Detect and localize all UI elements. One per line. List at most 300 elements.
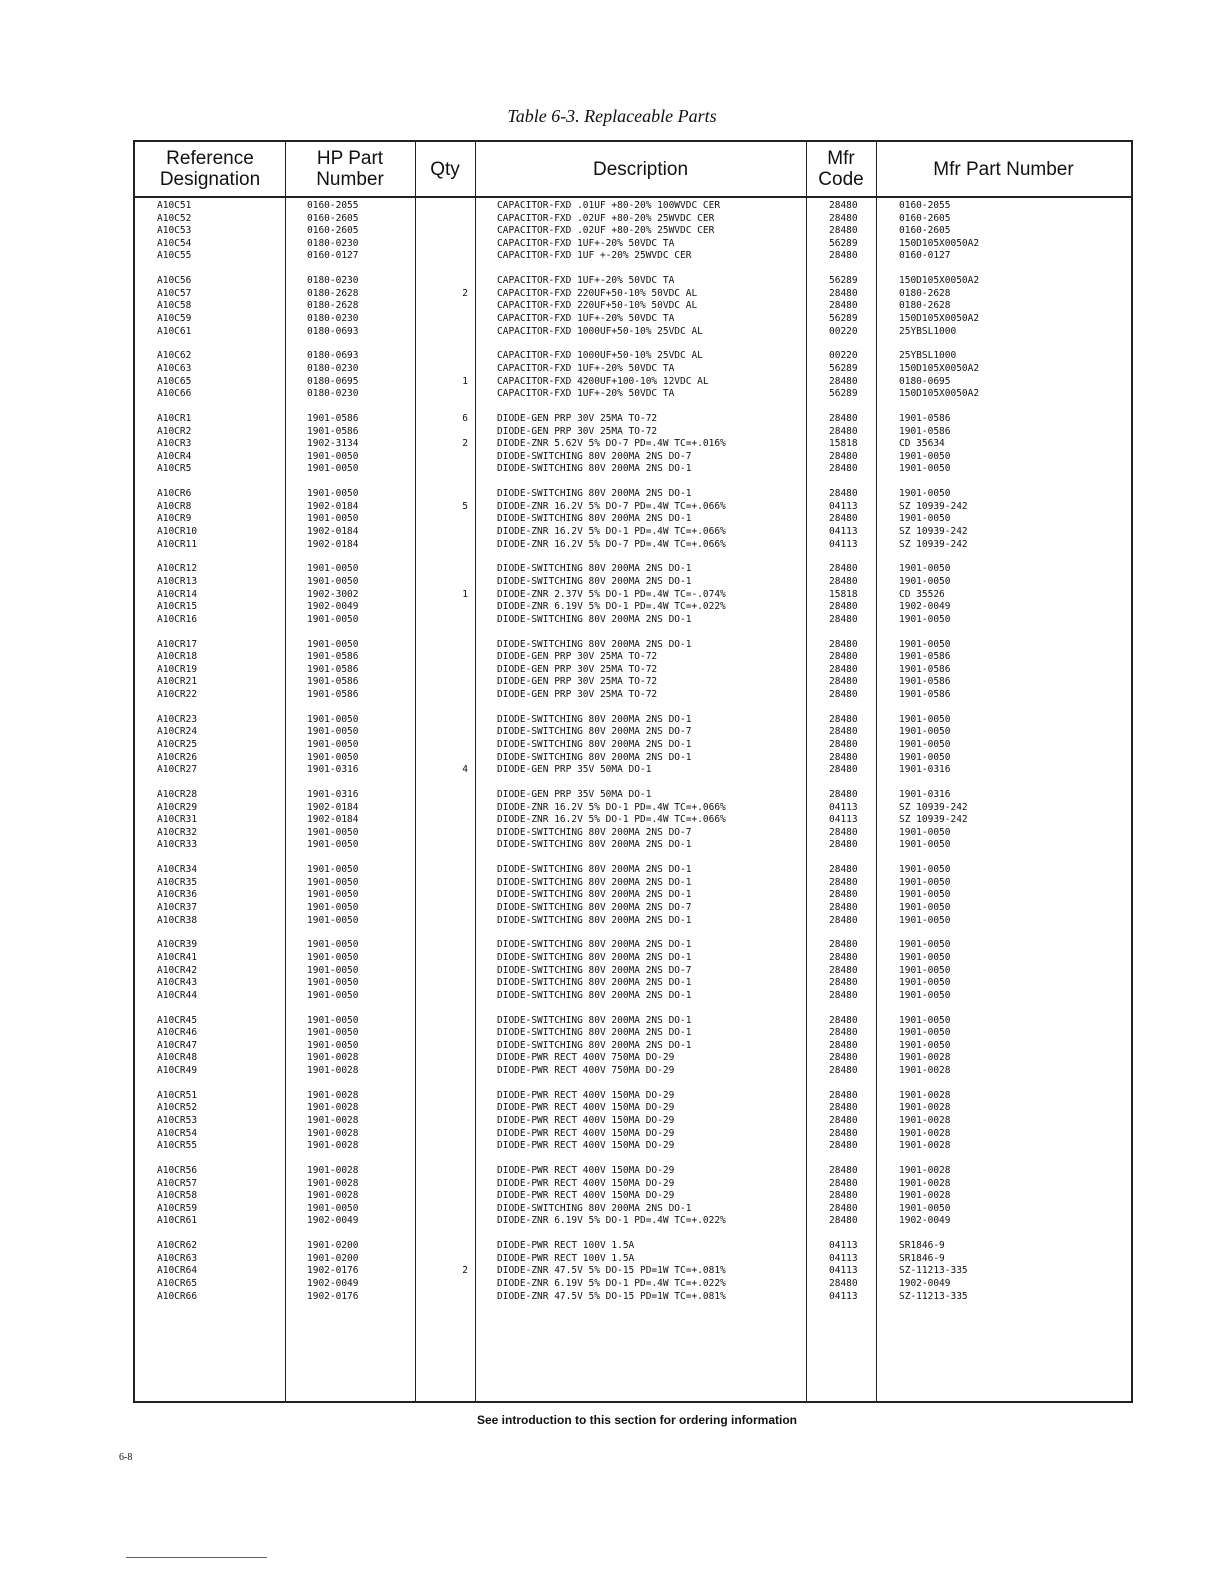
description-cell: DIODE-SWITCHING 80V 200MA 2NS DO-7 <box>497 826 692 838</box>
qty-cell: 2 <box>462 438 468 450</box>
mfr-code-cell: 28480 <box>829 939 858 951</box>
mfr-part-number-cell: 1901-0050 <box>899 952 951 963</box>
description-cell: DIODE-ZNR 6.19V 5% DO-1 PD=.4W TC=+.022% <box>497 601 726 613</box>
table-row <box>135 1115 1131 1128</box>
header-qty: Qty <box>430 158 460 180</box>
reference-designation-cell: A10C54 <box>157 237 192 249</box>
mfr-part-number-cell: 150D105X0050A2 <box>899 388 980 400</box>
mfr-part-number-cell: 1901-0050 <box>899 576 951 587</box>
mfr-code-cell: 04113 <box>829 1265 858 1277</box>
reference-designation-cell: A10C55 <box>157 250 192 262</box>
table-row <box>135 915 1131 928</box>
hp-part-number-cell: 1901-0050 <box>307 726 359 738</box>
reference-designation-cell: A10CR15 <box>157 601 198 613</box>
hp-part-number-cell: 1902-0049 <box>307 601 359 613</box>
mfr-part-number-cell: 150D105X0050A2 <box>899 363 980 374</box>
reference-designation-cell: A10CR12 <box>157 563 198 575</box>
description-cell: DIODE-PWR RECT 400V 150MA DO-29 <box>497 1190 675 1202</box>
underline-mark <box>126 1557 267 1558</box>
mfr-code-cell: 28480 <box>829 751 858 763</box>
hp-part-number-cell: 1901-0028 <box>307 1190 359 1202</box>
hp-part-number-cell: 1902-0176 <box>307 1265 359 1277</box>
mfr-code-cell: 28480 <box>829 713 858 725</box>
mfr-code-cell: 04113 <box>829 1290 858 1302</box>
table-row <box>135 965 1131 978</box>
description-cell: DIODE-PWR RECT 400V 750MA DO-29 <box>497 1065 675 1076</box>
hp-part-number-cell: 1901-0316 <box>307 789 359 800</box>
table-row <box>135 300 1131 313</box>
hp-part-number-cell: 1901-0050 <box>307 638 359 650</box>
hp-part-number-cell: 1901-0050 <box>307 713 359 725</box>
mfr-part-number-cell: SZ 10939-242 <box>899 814 968 826</box>
mfr-code-cell: 28480 <box>829 638 858 650</box>
mfr-code-cell: 04113 <box>829 1240 858 1252</box>
description-cell: DIODE-SWITCHING 80V 200MA 2NS DO-1 <box>497 889 692 901</box>
mfr-code-cell: 28480 <box>829 1115 858 1126</box>
reference-designation-cell: A10CR49 <box>157 1065 198 1076</box>
reference-designation-cell: A10CR66 <box>157 1290 198 1302</box>
table-row <box>135 350 1131 363</box>
reference-designation-cell: A10CR32 <box>157 826 198 838</box>
hp-part-number-cell: 0160-0127 <box>307 250 359 262</box>
hp-part-number-cell: 0180-2628 <box>307 287 359 299</box>
reference-designation-cell: A10CR4 <box>157 450 192 462</box>
hp-part-number-cell: 0180-0230 <box>307 363 359 374</box>
qty-cell: 2 <box>462 287 468 299</box>
mfr-code-cell: 28480 <box>829 601 858 613</box>
description-cell: DIODE-SWITCHING 80V 200MA 2NS DO-1 <box>497 576 692 587</box>
description-cell: DIODE-GEN PRP 30V 25MA TO-72 <box>497 425 658 437</box>
mfr-part-number-cell: 0180-0695 <box>899 375 951 387</box>
reference-designation-cell: A10CR58 <box>157 1190 198 1202</box>
reference-designation-cell: A10CR35 <box>157 876 198 888</box>
hp-part-number-cell: 1901-0028 <box>307 1065 359 1076</box>
ordering-note: See introduction to this section for ordering information <box>476 1413 797 1427</box>
table-row <box>135 1253 1131 1266</box>
mfr-part-number-cell: 1901-0028 <box>899 1177 951 1189</box>
mfr-code-cell: 56289 <box>829 275 858 287</box>
description-cell: DIODE-GEN PRP 30V 25MA TO-72 <box>497 413 658 424</box>
description-cell: DIODE-SWITCHING 80V 200MA 2NS DO-1 <box>497 839 692 851</box>
mfr-part-number-cell: 1901-0316 <box>899 764 951 776</box>
table-row <box>135 639 1131 652</box>
mfr-part-number-cell: 1901-0050 <box>899 488 951 500</box>
reference-designation-cell: A10CR36 <box>157 889 198 901</box>
reference-designation-cell: A10CR18 <box>157 651 198 663</box>
description-cell: DIODE-SWITCHING 80V 200MA 2NS DO-1 <box>497 739 692 750</box>
hp-part-number-cell: 1901-0050 <box>307 889 359 901</box>
description-cell: DIODE-SWITCHING 80V 200MA 2NS DO-7 <box>497 964 692 976</box>
mfr-part-number-cell: 1901-0050 <box>899 939 951 951</box>
hp-part-number-cell: 1901-0200 <box>307 1240 359 1252</box>
mfr-part-number-cell: 1901-0050 <box>899 713 951 725</box>
description-cell: DIODE-PWR RECT 400V 150MA DO-29 <box>497 1089 675 1101</box>
mfr-part-number-cell: 1901-0028 <box>899 1102 951 1114</box>
reference-designation-cell: A10C57 <box>157 287 192 299</box>
reference-designation-cell: A10CR48 <box>157 1052 198 1064</box>
mfr-code-cell: 28480 <box>829 1202 858 1214</box>
hp-part-number-cell: 0180-0693 <box>307 325 359 337</box>
hp-part-number-cell: 1901-0050 <box>307 613 359 625</box>
reference-designation-cell: A10CR29 <box>157 801 198 813</box>
hp-part-number-cell: 1901-0028 <box>307 1115 359 1126</box>
table-row <box>135 1040 1131 1053</box>
reference-designation-cell: A10CR64 <box>157 1265 198 1277</box>
hp-part-number-cell: 1902-0049 <box>307 1215 359 1227</box>
reference-designation-cell: A10C62 <box>157 350 192 362</box>
mfr-code-cell: 28480 <box>829 563 858 575</box>
mfr-code-cell: 28480 <box>829 876 858 888</box>
table-row <box>135 977 1131 990</box>
mfr-code-cell: 28480 <box>829 1190 858 1202</box>
header-mfr-part-number: Mfr Part Number <box>933 158 1074 180</box>
table-row <box>135 902 1131 915</box>
hp-part-number-cell: 0160-2605 <box>307 212 359 224</box>
hp-part-number-cell: 0180-0230 <box>307 275 359 287</box>
hp-part-number-cell: 1901-0050 <box>307 563 359 575</box>
mfr-part-number-cell: 1901-0050 <box>899 989 951 1001</box>
description-cell: CAPACITOR-FXD 220UF+50-10% 50VDC AL <box>497 300 698 312</box>
reference-designation-cell: A10CR45 <box>157 1014 198 1026</box>
mfr-code-cell: 28480 <box>829 663 858 675</box>
reference-designation-cell: A10CR6 <box>157 488 192 500</box>
mfr-part-number-cell: 1901-0050 <box>899 839 951 851</box>
hp-part-number-cell: 1901-0050 <box>307 989 359 1001</box>
table-row <box>135 864 1131 877</box>
reference-designation-cell: A10CR34 <box>157 864 198 876</box>
reference-designation-cell: A10CR43 <box>157 977 198 989</box>
table-row <box>135 326 1131 339</box>
mfr-part-number-cell: 1901-0586 <box>899 425 951 437</box>
table-row <box>135 664 1131 677</box>
hp-part-number-cell: 0160-2055 <box>307 200 359 211</box>
reference-designation-cell: A10CR2 <box>157 425 192 437</box>
mfr-part-number-cell: 1901-0050 <box>899 726 951 738</box>
description-cell: CAPACITOR-FXD 1UF+-20% 50VDC TA <box>497 388 675 400</box>
mfr-part-number-cell: 1901-0050 <box>899 739 951 750</box>
table-row <box>135 1178 1131 1191</box>
mfr-code-cell: 28480 <box>829 200 858 211</box>
mfr-code-cell: 04113 <box>829 801 858 813</box>
table-row <box>135 714 1131 727</box>
mfr-code-cell: 28480 <box>829 651 858 663</box>
description-cell: DIODE-SWITCHING 80V 200MA 2NS DO-1 <box>497 751 692 763</box>
mfr-code-cell: 28480 <box>829 287 858 299</box>
hp-part-number-cell: 0180-0693 <box>307 350 359 362</box>
description-cell: DIODE-ZNR 6.19V 5% DO-1 PD=.4W TC=+.022% <box>497 1278 726 1289</box>
table-row <box>135 789 1131 802</box>
mfr-part-number-cell: 0180-2628 <box>899 287 951 299</box>
header-description: Description <box>592 158 689 180</box>
mfr-part-number-cell: 1901-0050 <box>899 876 951 888</box>
table-row <box>135 388 1131 401</box>
mfr-code-cell: 28480 <box>829 689 858 700</box>
description-cell: DIODE-PWR RECT 400V 150MA DO-29 <box>497 1140 675 1152</box>
description-cell: DIODE-SWITCHING 80V 200MA 2NS DO-1 <box>497 713 692 725</box>
table-row <box>135 614 1131 627</box>
table-row <box>135 250 1131 263</box>
mfr-part-number-cell: 1901-0050 <box>899 751 951 763</box>
description-cell: DIODE-GEN PRP 30V 25MA TO-72 <box>497 689 658 700</box>
header-reference-designation: Reference Designation <box>159 148 261 190</box>
mfr-code-cell: 00220 <box>829 325 858 337</box>
description-cell: DIODE-SWITCHING 80V 200MA 2NS DO-1 <box>497 463 692 475</box>
description-cell: DIODE-ZNR 47.5V 5% DO-15 PD=1W TC=+.081% <box>497 1265 726 1277</box>
description-cell: DIODE-ZNR 16.2V 5% DO-7 PD=.4W TC=+.066% <box>497 538 726 550</box>
reference-designation-cell: A10CR13 <box>157 576 198 587</box>
hp-part-number-cell: 1901-0028 <box>307 1089 359 1101</box>
reference-designation-cell: A10CR51 <box>157 1089 198 1101</box>
mfr-code-cell: 04113 <box>829 1252 858 1264</box>
description-cell: CAPACITOR-FXD 4200UF+100-10% 12VDC AL <box>497 375 709 387</box>
mfr-part-number-cell: 1901-0050 <box>899 1202 951 1214</box>
mfr-code-cell: 28480 <box>829 902 858 913</box>
mfr-code-cell: 28480 <box>829 839 858 851</box>
description-cell: DIODE-ZNR 5.62V 5% DO-7 PD=.4W TC=+.016% <box>497 438 726 450</box>
mfr-code-cell: 28480 <box>829 225 858 237</box>
mfr-code-cell: 28480 <box>829 1278 858 1289</box>
table-row <box>135 1291 1131 1304</box>
table-row <box>135 739 1131 752</box>
hp-part-number-cell: 1902-0184 <box>307 526 359 537</box>
mfr-part-number-cell: SZ 10939-242 <box>899 801 968 813</box>
reference-designation-cell: A10CR61 <box>157 1215 198 1227</box>
mfr-code-cell: 56289 <box>829 313 858 324</box>
reference-designation-cell: A10CR3 <box>157 438 192 450</box>
mfr-part-number-cell: 1901-0050 <box>899 638 951 650</box>
mfr-part-number-cell: 1901-0050 <box>899 1014 951 1026</box>
table-row <box>135 200 1131 213</box>
mfr-code-cell: 28480 <box>829 914 858 926</box>
mfr-part-number-cell: 1901-0050 <box>899 889 951 901</box>
table-row <box>135 238 1131 251</box>
reference-designation-cell: A10CR38 <box>157 914 198 926</box>
reference-designation-cell: A10CR10 <box>157 526 198 537</box>
mfr-part-number-cell: SZ 10939-242 <box>899 526 968 537</box>
qty-cell: 5 <box>462 500 468 512</box>
mfr-part-number-cell: 1901-0050 <box>899 914 951 926</box>
table-row <box>135 451 1131 464</box>
description-cell: DIODE-SWITCHING 80V 200MA 2NS DO-1 <box>497 952 692 963</box>
hp-part-number-cell: 1901-0050 <box>307 739 359 750</box>
mfr-part-number-cell: 25YBSL1000 <box>899 325 957 337</box>
hp-part-number-cell: 1901-0050 <box>307 977 359 989</box>
mfr-code-cell: 28480 <box>829 463 858 475</box>
table-row <box>135 676 1131 689</box>
mfr-code-cell: 28480 <box>829 413 858 424</box>
table-row <box>135 526 1131 539</box>
mfr-code-cell: 28480 <box>829 726 858 738</box>
reference-designation-cell: A10CR53 <box>157 1115 198 1126</box>
hp-part-number-cell: 1901-0586 <box>307 413 359 424</box>
description-cell: DIODE-SWITCHING 80V 200MA 2NS DO-1 <box>497 563 692 575</box>
reference-designation-cell: A10CR37 <box>157 902 198 913</box>
hp-part-number-cell: 1902-0049 <box>307 1278 359 1289</box>
mfr-code-cell: 04113 <box>829 500 858 512</box>
reference-designation-cell: A10CR17 <box>157 638 198 650</box>
table-row <box>135 877 1131 890</box>
description-cell: CAPACITOR-FXD 1UF+-20% 50VDC TA <box>497 363 675 374</box>
hp-part-number-cell: 1901-0050 <box>307 839 359 851</box>
mfr-part-number-cell: 0160-2605 <box>899 212 951 224</box>
mfr-code-cell: 28480 <box>829 1089 858 1101</box>
mfr-part-number-cell: 0160-2605 <box>899 225 951 237</box>
table-row <box>135 752 1131 765</box>
table-row <box>135 1090 1131 1103</box>
reference-designation-cell: A10CR54 <box>157 1127 198 1139</box>
description-cell: CAPACITOR-FXD 1UF+-20% 50VDC TA <box>497 237 675 249</box>
reference-designation-cell: A10CR1 <box>157 413 192 424</box>
hp-part-number-cell: 1901-0050 <box>307 1202 359 1214</box>
reference-designation-cell: A10CR56 <box>157 1165 198 1176</box>
mfr-part-number-cell: 1901-0050 <box>899 513 951 525</box>
reference-designation-cell: A10CR28 <box>157 789 198 800</box>
mfr-part-number-cell: 1901-0050 <box>899 964 951 976</box>
mfr-code-cell: 28480 <box>829 613 858 625</box>
hp-part-number-cell: 1901-0028 <box>307 1102 359 1114</box>
description-cell: DIODE-SWITCHING 80V 200MA 2NS DO-1 <box>497 1014 692 1026</box>
hp-part-number-cell: 1902-0176 <box>307 1290 359 1302</box>
table-row <box>135 1215 1131 1228</box>
hp-part-number-cell: 1902-0184 <box>307 801 359 813</box>
mfr-part-number-cell: SR1846-9 <box>899 1240 945 1252</box>
table-row <box>135 488 1131 501</box>
mfr-code-cell: 28480 <box>829 889 858 901</box>
mfr-part-number-cell: 1901-0050 <box>899 1027 951 1039</box>
mfr-part-number-cell: 1901-0050 <box>899 826 951 838</box>
reference-designation-cell: A10CR23 <box>157 713 198 725</box>
table-row <box>135 1265 1131 1278</box>
hp-part-number-cell: 1901-0586 <box>307 425 359 437</box>
description-cell: DIODE-SWITCHING 80V 200MA 2NS DO-1 <box>497 864 692 876</box>
reference-designation-cell: A10C53 <box>157 225 192 237</box>
table-row <box>135 814 1131 827</box>
table-row <box>135 827 1131 840</box>
mfr-part-number-cell: 1901-0028 <box>899 1190 951 1202</box>
hp-part-number-cell: 1901-0050 <box>307 914 359 926</box>
description-cell: DIODE-PWR RECT 100V 1.5A <box>497 1252 635 1264</box>
mfr-part-number-cell: 1901-0028 <box>899 1115 951 1126</box>
description-cell: CAPACITOR-FXD .01UF +80-20% 100WVDC CER <box>497 200 721 211</box>
reference-designation-cell: A10CR31 <box>157 814 198 826</box>
table-row <box>135 288 1131 301</box>
reference-designation-cell: A10CR14 <box>157 588 198 600</box>
mfr-code-cell: 28480 <box>829 989 858 1001</box>
qty-cell: 4 <box>462 764 468 776</box>
mfr-part-number-cell: 1901-0050 <box>899 450 951 462</box>
reference-designation-cell: A10CR39 <box>157 939 198 951</box>
mfr-part-number-cell: 1901-0050 <box>899 902 951 913</box>
mfr-part-number-cell: 1902-0049 <box>899 1278 951 1289</box>
description-cell: DIODE-GEN PRP 35V 50MA DO-1 <box>497 789 652 800</box>
mfr-part-number-cell: 1901-0028 <box>899 1140 951 1152</box>
reference-designation-cell: A10C63 <box>157 363 192 374</box>
description-cell: DIODE-ZNR 16.2V 5% DO-1 PD=.4W TC=+.066% <box>497 526 726 537</box>
mfr-part-number-cell: 1901-0586 <box>899 413 951 424</box>
table-row <box>135 889 1131 902</box>
reference-designation-cell: A10CR19 <box>157 663 198 675</box>
mfr-code-cell: 28480 <box>829 1039 858 1051</box>
table-row <box>135 689 1131 702</box>
reference-designation-cell: A10CR27 <box>157 764 198 776</box>
description-cell: CAPACITOR-FXD 1000UF+50-10% 25VDC AL <box>497 350 703 362</box>
mfr-code-cell: 15818 <box>829 588 858 600</box>
mfr-code-cell: 28480 <box>829 764 858 776</box>
table-title: Table 6-3. Replaceable Parts <box>507 106 717 126</box>
mfr-code-cell: 28480 <box>829 964 858 976</box>
description-cell: DIODE-SWITCHING 80V 200MA 2NS DO-1 <box>497 613 692 625</box>
mfr-part-number-cell: 150D105X0050A2 <box>899 313 980 324</box>
reference-designation-cell: A10CR52 <box>157 1102 198 1114</box>
description-cell: CAPACITOR-FXD .02UF +80-20% 25WVDC CER <box>497 225 715 237</box>
mfr-part-number-cell: 1901-0586 <box>899 689 951 700</box>
description-cell: CAPACITOR-FXD 1UF+-20% 50VDC TA <box>497 313 675 324</box>
mfr-part-number-cell: 1901-0050 <box>899 463 951 475</box>
table-row <box>135 1278 1131 1291</box>
hp-part-number-cell: 1901-0050 <box>307 450 359 462</box>
mfr-code-cell: 15818 <box>829 438 858 450</box>
reference-designation-cell: A10CR16 <box>157 613 198 625</box>
description-cell: DIODE-PWR RECT 400V 150MA DO-29 <box>497 1102 675 1114</box>
mfr-part-number-cell: 1902-0049 <box>899 601 951 613</box>
mfr-code-cell: 04113 <box>829 526 858 537</box>
hp-part-number-cell: 1902-3134 <box>307 438 359 450</box>
hp-part-number-cell: 1902-0184 <box>307 500 359 512</box>
table-row <box>135 1128 1131 1141</box>
description-cell: DIODE-SWITCHING 80V 200MA 2NS DO-1 <box>497 488 692 500</box>
description-cell: DIODE-SWITCHING 80V 200MA 2NS DO-1 <box>497 989 692 1001</box>
mfr-part-number-cell: 1901-0586 <box>899 663 951 675</box>
mfr-part-number-cell: SZ 10939-242 <box>899 500 968 512</box>
hp-part-number-cell: 1901-0586 <box>307 676 359 688</box>
description-cell: CAPACITOR-FXD 220UF+50-10% 50VDC AL <box>497 287 698 299</box>
header-hp-part-number: HP Part Number <box>316 148 384 190</box>
description-cell: DIODE-SWITCHING 80V 200MA 2NS DO-1 <box>497 638 692 650</box>
reference-designation-cell: A10CR62 <box>157 1240 198 1252</box>
mfr-part-number-cell: 1901-0050 <box>899 864 951 876</box>
description-cell: DIODE-PWR RECT 400V 150MA DO-29 <box>497 1127 675 1139</box>
reference-designation-cell: A10CR25 <box>157 739 198 750</box>
mfr-part-number-cell: CD 35526 <box>899 588 945 600</box>
mfr-code-cell: 04113 <box>829 538 858 550</box>
reference-designation-cell: A10C52 <box>157 212 192 224</box>
hp-part-number-cell: 1901-0050 <box>307 902 359 913</box>
description-cell: DIODE-SWITCHING 80V 200MA 2NS DO-1 <box>497 1027 692 1039</box>
mfr-code-cell: 28480 <box>829 739 858 750</box>
page-number: 6-8 <box>119 1452 133 1463</box>
hp-part-number-cell: 0180-0230 <box>307 237 359 249</box>
mfr-code-cell: 28480 <box>829 300 858 312</box>
hp-part-number-cell: 1902-0184 <box>307 538 359 550</box>
reference-designation-cell: A10CR11 <box>157 538 198 550</box>
hp-part-number-cell: 1901-0586 <box>307 663 359 675</box>
table-row <box>135 726 1131 739</box>
table-row <box>135 589 1131 602</box>
mfr-code-cell: 28480 <box>829 1140 858 1152</box>
reference-designation-cell: A10CR47 <box>157 1039 198 1051</box>
mfr-code-cell: 28480 <box>829 250 858 262</box>
table-row <box>135 1065 1131 1078</box>
description-cell: DIODE-ZNR 6.19V 5% DO-1 PD=.4W TC=+.022% <box>497 1215 726 1227</box>
description-cell: CAPACITOR-FXD .02UF +80-20% 25WVDC CER <box>497 212 715 224</box>
table-row <box>135 376 1131 389</box>
table-row <box>135 601 1131 614</box>
mfr-part-number-cell: 1901-0050 <box>899 613 951 625</box>
mfr-code-cell: 28480 <box>829 1215 858 1227</box>
description-cell: DIODE-SWITCHING 80V 200MA 2NS DO-1 <box>497 977 692 989</box>
table-row <box>135 413 1131 426</box>
mfr-part-number-cell: CD 35634 <box>899 438 945 450</box>
